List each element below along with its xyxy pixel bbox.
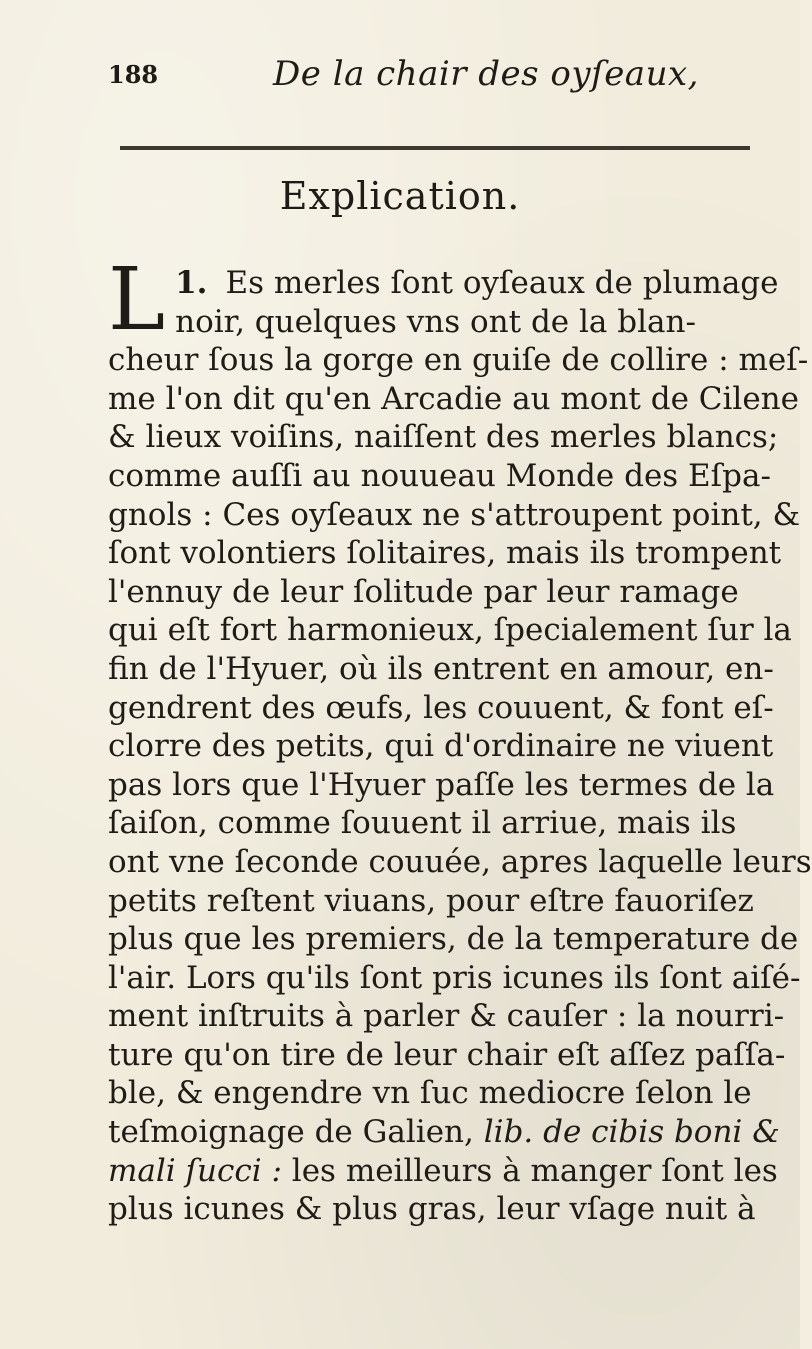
text-line xyxy=(108,920,799,959)
text-line xyxy=(108,882,768,921)
text-line xyxy=(108,650,774,689)
text-line-content: plus icunes & plus gras, leur vſage nuit à xyxy=(108,1191,756,1228)
text-line-content: ment inſtruits à parler & cauſer : la nourri- xyxy=(108,998,785,1035)
drop-cap: L xyxy=(108,250,166,350)
text-line xyxy=(108,496,801,535)
text-line xyxy=(108,457,771,496)
text-line-content: & lieux voiſins, naiſſent des merles blancs; xyxy=(108,419,779,456)
text-line xyxy=(108,959,801,998)
text-line-content: l'air. Lors qu'ils ſont pris icunes ils ſont aiſé- xyxy=(108,959,801,996)
text-line-content: plus que les premiers, de la temperature de xyxy=(108,921,799,958)
section-title: Explication. xyxy=(279,174,521,218)
text-line xyxy=(108,1113,780,1152)
text-line xyxy=(108,1190,768,1229)
text-line xyxy=(108,1074,768,1113)
text-line xyxy=(108,573,768,612)
page-number: 188 xyxy=(108,60,159,89)
citation-italic-cont: mali ſucci : xyxy=(108,1152,282,1189)
paragraph xyxy=(108,250,812,1229)
text-line-content: teſmoignage de Galien, xyxy=(108,1114,474,1151)
text-line xyxy=(108,380,799,419)
text-line-content: ſaiſon, comme ſouuent il arriue, mais ils xyxy=(108,805,737,842)
text-line xyxy=(108,766,775,805)
text-line xyxy=(108,418,779,457)
text-line-content: petits reſtent viuans, pour eſtre fauoriſez xyxy=(108,882,754,919)
text-line-content: ture qu'on tire de leur chair eſt aſſez paſſa- xyxy=(108,1036,786,1073)
header-rule xyxy=(120,146,750,150)
text-line-content: l'ennuy de leur ſolitude par leur ramage xyxy=(108,573,739,610)
text-line-content: les meilleurs à manger ſont les xyxy=(291,1152,778,1189)
citation-italic: lib. de cibis boni & xyxy=(483,1114,780,1151)
text-line-content: ont vne ſeconde couuée, apres laquelle leurs xyxy=(108,843,812,880)
text-line xyxy=(108,997,785,1036)
text-line xyxy=(108,1036,786,1075)
text-line-content: pas lors que l'Hyuer paſſe les termes de la xyxy=(108,766,775,803)
text-line-content: noir, quelques vns ont de la blan- xyxy=(175,303,696,340)
text-line-content: qui eſt fort harmonieux, ſpecialement ſur la xyxy=(108,612,792,649)
text-line-content: cheur ſous la gorge en guiſe de collire : meſ- xyxy=(108,342,809,379)
text-line-content: ſont volontiers ſolitaires, mais ils trompent xyxy=(108,535,782,572)
text-line-content: me l'on dit qu'en Arcadie au mont de Cilene xyxy=(108,380,799,417)
text-line-content: gnols : Ces oyſeaux ne s'attroupent point, & xyxy=(108,496,801,533)
text-line xyxy=(108,843,812,882)
text-line xyxy=(108,611,792,650)
text-line-content: comme auſſi au nouueau Monde des Eſpa- xyxy=(108,457,771,494)
text-line xyxy=(108,303,768,342)
text-line xyxy=(108,534,782,573)
text-line xyxy=(108,341,809,380)
text-line xyxy=(108,727,774,766)
text-line-content: fin de l'Hyuer, où ils entrent en amour, en- xyxy=(108,650,774,687)
text-line-content: clorre des petits, qui d'ordinaire ne viuent xyxy=(108,728,774,765)
text-line xyxy=(108,689,774,728)
text-line-content: Es merles ſont oyſeaux de plumage xyxy=(225,265,779,301)
text-line xyxy=(108,804,768,843)
page-header xyxy=(108,40,708,100)
running-title: De la chair des oyſeaux, xyxy=(273,54,699,94)
text-line-content: gendrent des œufs, les couuent, & font eſ- xyxy=(108,689,774,726)
text-line-content: ble, & engendre vn ſuc mediocre ſelon le xyxy=(108,1075,752,1112)
text-line xyxy=(108,1152,778,1191)
paragraph-number: 1. xyxy=(175,265,208,301)
